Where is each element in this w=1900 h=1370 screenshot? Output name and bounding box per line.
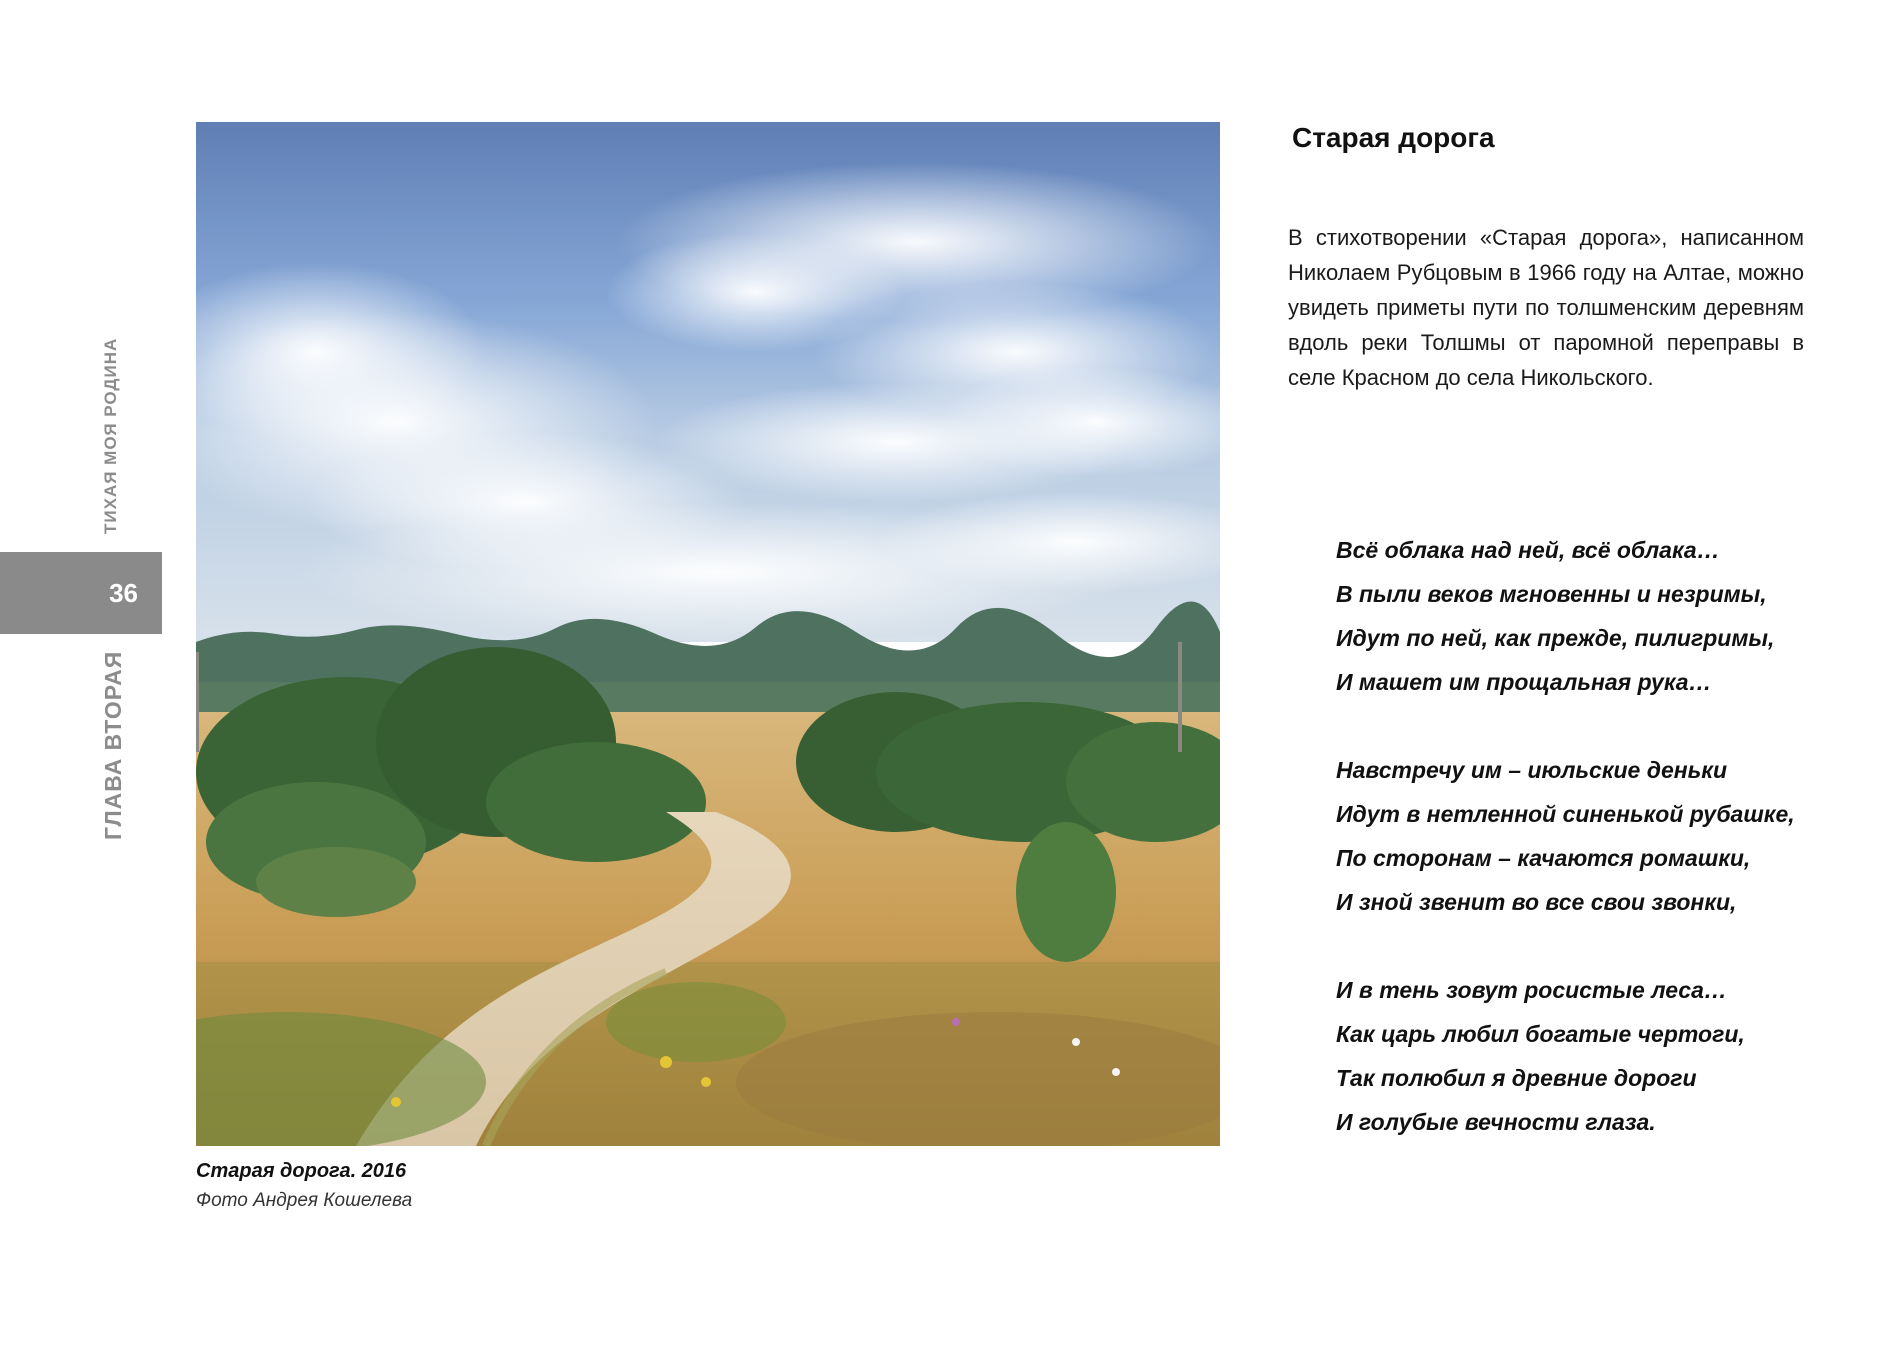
poem-line: Как царь любил богатые чертоги, [1336,1021,1745,1047]
poem-line: И голубые вечности глаза. [1336,1109,1656,1135]
poem-line: И в тень зовут росистые леса… [1336,977,1727,1003]
photo-caption-credit: Фото Андрея Кошелева [196,1190,413,1211]
article-paragraph: В стихотворении «Старая дорога», написанном Николаем Рубцовым в 1966 году на Алтае, можно увидеть приметы пути по толшменским деревням вдоль реки Толшмы от паромной переправы в селе Красном до села Никольского. [1288,225,1804,390]
poem-stanza [1336,528,1796,704]
poem-line: Всё облака над ней, всё облака… [1336,537,1720,563]
page-number: 36 [109,577,138,608]
photo-caption-title: Старая дорога. 2016 [196,1160,407,1182]
page-number-tab [0,552,162,634]
article-title: Старая дорога [1292,122,1495,153]
chapter-title-vertical: ГЛАВА ВТОРАЯ [100,650,126,840]
poem-line: Навстречу им – июльские деньки [1336,757,1727,783]
poem-line: По сторонам – качаются ромашки, [1336,845,1751,871]
landscape-photo [196,122,1220,1146]
poem-line: Идут в нетленной синенькой рубашке, [1336,801,1795,827]
poem-line: Так полюбил я древние дороги [1336,1065,1697,1091]
poem-line: В пыли веков мгновенны и незримы, [1336,581,1767,607]
poem-line: И машет им прощальная рука… [1336,669,1712,695]
poem-stanza [1336,968,1796,1144]
poem-line: Идут по ней, как прежде, пилигримы, [1336,625,1775,651]
poem [1336,528,1796,1188]
poem-line: И зной звенит во все свои звонки, [1336,889,1737,915]
poem-stanza [1336,748,1796,924]
book-title-vertical: ТИХАЯ МОЯ РОДИНА [101,337,120,534]
landscape-image [196,122,1220,1146]
